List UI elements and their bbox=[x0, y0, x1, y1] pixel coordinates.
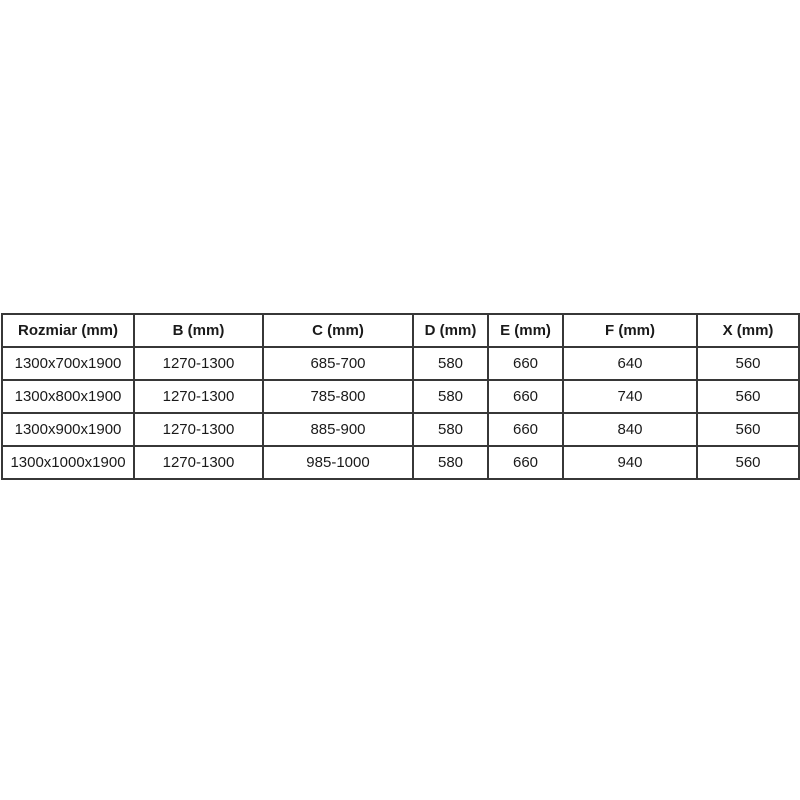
column-header-d: D (mm) bbox=[413, 314, 488, 347]
cell-e: 660 bbox=[488, 380, 563, 413]
column-header-rozmiar: Rozmiar (mm) bbox=[2, 314, 134, 347]
cell-c: 685-700 bbox=[263, 347, 413, 380]
cell-rozmiar: 1300x900x1900 bbox=[2, 413, 134, 446]
table-header-row bbox=[2, 314, 799, 347]
cell-b: 1270-1300 bbox=[134, 413, 263, 446]
cell-rozmiar: 1300x1000x1900 bbox=[2, 446, 134, 479]
cell-d: 580 bbox=[413, 347, 488, 380]
cell-x: 560 bbox=[697, 380, 799, 413]
column-header-e: E (mm) bbox=[488, 314, 563, 347]
table-row bbox=[2, 446, 799, 479]
dimensions-table bbox=[1, 313, 800, 480]
cell-f: 840 bbox=[563, 413, 697, 446]
cell-e: 660 bbox=[488, 347, 563, 380]
cell-c: 785-800 bbox=[263, 380, 413, 413]
column-header-f: F (mm) bbox=[563, 314, 697, 347]
cell-f: 640 bbox=[563, 347, 697, 380]
cell-rozmiar: 1300x700x1900 bbox=[2, 347, 134, 380]
table-row bbox=[2, 413, 799, 446]
cell-x: 560 bbox=[697, 347, 799, 380]
table-row bbox=[2, 380, 799, 413]
cell-c: 885-900 bbox=[263, 413, 413, 446]
cell-x: 560 bbox=[697, 446, 799, 479]
cell-e: 660 bbox=[488, 446, 563, 479]
cell-f: 740 bbox=[563, 380, 697, 413]
cell-e: 660 bbox=[488, 413, 563, 446]
column-header-x: X (mm) bbox=[697, 314, 799, 347]
cell-b: 1270-1300 bbox=[134, 347, 263, 380]
column-header-b: B (mm) bbox=[134, 314, 263, 347]
cell-b: 1270-1300 bbox=[134, 446, 263, 479]
cell-d: 580 bbox=[413, 380, 488, 413]
cell-c: 985-1000 bbox=[263, 446, 413, 479]
column-header-c: C (mm) bbox=[263, 314, 413, 347]
cell-f: 940 bbox=[563, 446, 697, 479]
cell-rozmiar: 1300x800x1900 bbox=[2, 380, 134, 413]
cell-d: 580 bbox=[413, 446, 488, 479]
cell-d: 580 bbox=[413, 413, 488, 446]
cell-b: 1270-1300 bbox=[134, 380, 263, 413]
cell-x: 560 bbox=[697, 413, 799, 446]
table-row bbox=[2, 347, 799, 380]
